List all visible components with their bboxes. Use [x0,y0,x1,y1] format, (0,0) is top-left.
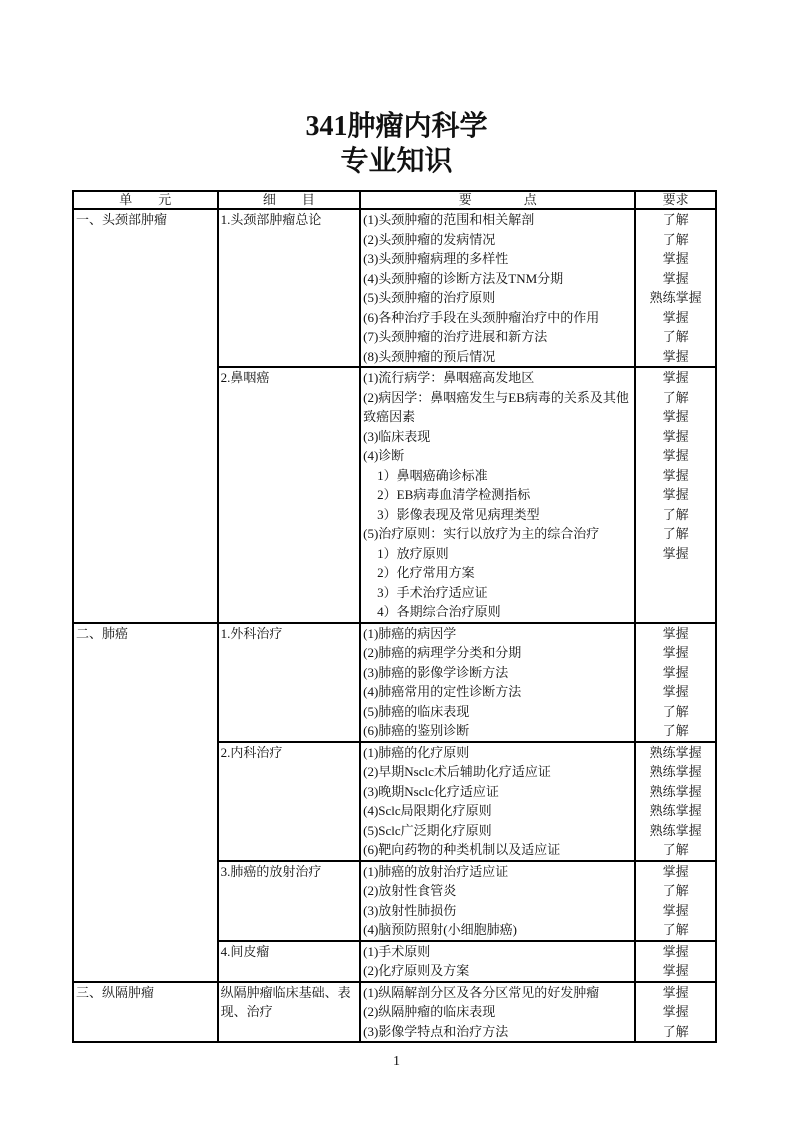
requirement-level: 熟练掌握 [649,822,702,838]
requirement-level: 熟练掌握 [649,764,702,779]
point-text: (2)早期Nsclc术后辅助化疗适应证 [363,764,551,779]
point-text: (5)头颈肿瘤的治疗原则 [363,290,496,305]
point-text: (1)纵隔解剖分区及各分区常见的好发肿瘤 [363,984,600,1000]
requirement-level: 掌握 [662,409,689,424]
requirement-cell [635,861,716,941]
point-text: (1)手术原则 [363,943,431,959]
points-cell [360,623,635,742]
point-text: (1)肺癌的病因学 [363,625,457,641]
point-text: 2）EB病毒血清学检测指标 [377,487,531,502]
point-text: (6)肺癌的鉴别诊断 [363,723,470,738]
point-text: 2）化疗常用方案 [377,565,475,580]
page-number: 1 [393,1054,400,1069]
point-text: (2)头颈肿瘤的发病情况 [363,231,496,247]
requirement-level: 掌握 [662,863,689,879]
requirement-level: 掌握 [662,645,689,660]
requirement-level: 了解 [662,389,689,405]
point-text: (6)靶向药物的种类机制以及适应证 [363,842,561,857]
requirement-level: 了解 [662,842,689,857]
point-text: (4)脑预防照射(小细胞肺癌) [363,922,517,937]
requirement-cell [635,367,716,623]
syllabus-table [72,190,717,1043]
point-text: 3）手术治疗适应证 [377,584,488,600]
point-text: 1）鼻咽癌确诊标准 [377,467,488,483]
requirement-level: 掌握 [662,1004,689,1019]
header-points: 要 点 [360,191,635,209]
header-requirement: 要求 [635,191,716,209]
table-row [73,623,716,742]
point-text: (1)肺癌的化疗原则 [363,744,470,760]
requirement-level: 掌握 [662,309,689,325]
requirement-cell [635,982,716,1043]
point-text: 1）放疗原则 [377,545,449,561]
item-cell: 纵隔肿瘤临床基础、表现、治疗 [218,982,361,1043]
requirement-level: 了解 [662,1023,689,1039]
point-text: (1)肺癌的放射治疗适应证 [363,863,509,879]
point-text: (5)肺癌的临床表现 [363,703,470,719]
point-text: (2)肺癌的病理学分类和分期 [363,645,522,660]
requirement-level: 掌握 [662,684,689,699]
requirement-level: 掌握 [662,467,689,483]
point-text: (8)头颈肿瘤的预后情况 [363,348,496,364]
point-text: 4）各期综合治疗原则 [377,604,501,619]
requirement-level: 掌握 [662,984,689,1000]
item-cell: 3.肺癌的放射治疗 [218,861,361,941]
point-text: (4)肺癌常用的定性诊断方法 [363,684,522,699]
requirement-level: 熟练掌握 [649,290,702,305]
point-text: (3)放射性肺损伤 [363,902,457,918]
header-unit: 单 元 [73,191,218,209]
point-text: (5)治疗原则：实行以放疗为主的综合治疗 [363,526,600,541]
point-text: (4)诊断 [363,448,405,463]
requirement-level: 掌握 [662,545,689,561]
table-row [73,982,716,1043]
points-cell [360,209,635,367]
requirement-level: 掌握 [662,625,689,641]
requirement-level: 熟练掌握 [649,803,702,818]
requirement-level: 掌握 [662,487,689,502]
requirement-level: 熟练掌握 [649,783,702,799]
requirement-level: 掌握 [662,448,689,463]
requirement-level: 了解 [662,883,689,898]
point-text: 3）影像表现及常见病理类型 [377,506,540,522]
requirement-level: 掌握 [662,270,689,286]
requirement-level: 掌握 [662,251,689,266]
point-text: (1)头颈肿瘤的范围和相关解剖 [363,212,535,227]
requirement-cell [635,941,716,982]
item-cell: 2.内科治疗 [218,742,361,861]
requirement-level: 了解 [662,329,689,344]
requirement-level: 了解 [662,526,689,541]
points-cell [360,941,635,982]
requirement-level: 了解 [662,506,689,522]
item-cell: 2.鼻咽癌 [218,367,361,623]
points-cell [360,982,635,1043]
item-cell: 1.外科治疗 [218,623,361,742]
point-text: (7)头颈肿瘤的治疗进展和新方法 [363,329,548,344]
requirement-level: 了解 [662,212,689,227]
requirement-level: 掌握 [662,902,689,918]
requirement-level: 熟练掌握 [649,744,702,760]
requirement-cell [635,742,716,861]
point-text: (3)头颈肿瘤病理的多样性 [363,251,509,266]
requirement-level: 掌握 [662,348,689,364]
point-text: (3)晚期Nsclc化疗适应证 [363,783,499,799]
requirement-cell [635,623,716,742]
requirement-level: 掌握 [662,370,689,385]
requirement-level: 了解 [662,703,689,719]
points-cell [360,861,635,941]
document-title: 341肿瘤内科学 [305,111,488,142]
point-text: (2)化疗原则及方案 [363,963,470,978]
point-text: (6)各种治疗手段在头颈肿瘤治疗中的作用 [363,309,600,325]
requirement-level: 掌握 [662,664,689,680]
point-text: (2)纵隔肿瘤的临床表现 [363,1004,496,1019]
point-text: (3)影像学特点和治疗方法 [363,1023,509,1039]
point-text: (4)头颈肿瘤的诊断方法及TNM分期 [363,270,564,286]
point-text: (3)临床表现 [363,428,431,444]
requirement-level: 了解 [662,723,689,738]
requirement-level: 了解 [662,231,689,247]
unit-cell: 三、纵隔肿瘤 [73,982,218,1043]
point-text: (5)Sclc广泛期化疗原则 [363,822,492,838]
table-row [73,209,716,367]
requirement-level: 了解 [662,922,689,937]
item-cell: 4.间皮瘤 [218,941,361,982]
points-cell [360,742,635,861]
requirement-level: 掌握 [662,943,689,959]
unit-cell: 二、肺癌 [73,623,218,982]
requirement-level: 掌握 [662,963,689,978]
point-text: (3)肺癌的影像学诊断方法 [363,664,509,680]
points-cell [360,367,635,623]
point-text: (2)放射性食管炎 [363,883,457,898]
point-text: (4)Sclc局限期化疗原则 [363,803,492,818]
requirement-cell [635,209,716,367]
point-text: (1)流行病学：鼻咽癌高发地区 [363,370,535,385]
unit-cell: 一、头颈部肿瘤 [73,209,218,623]
document-subtitle: 专业知识 [340,146,453,177]
requirement-level: 掌握 [662,428,689,444]
header-item: 细 目 [218,191,361,209]
table-header-row [73,191,716,209]
point-text: (2)病因学：鼻咽癌发生与EB病毒的关系及其他致癌因素 [363,389,629,424]
item-cell: 1.头颈部肿瘤总论 [218,209,361,367]
